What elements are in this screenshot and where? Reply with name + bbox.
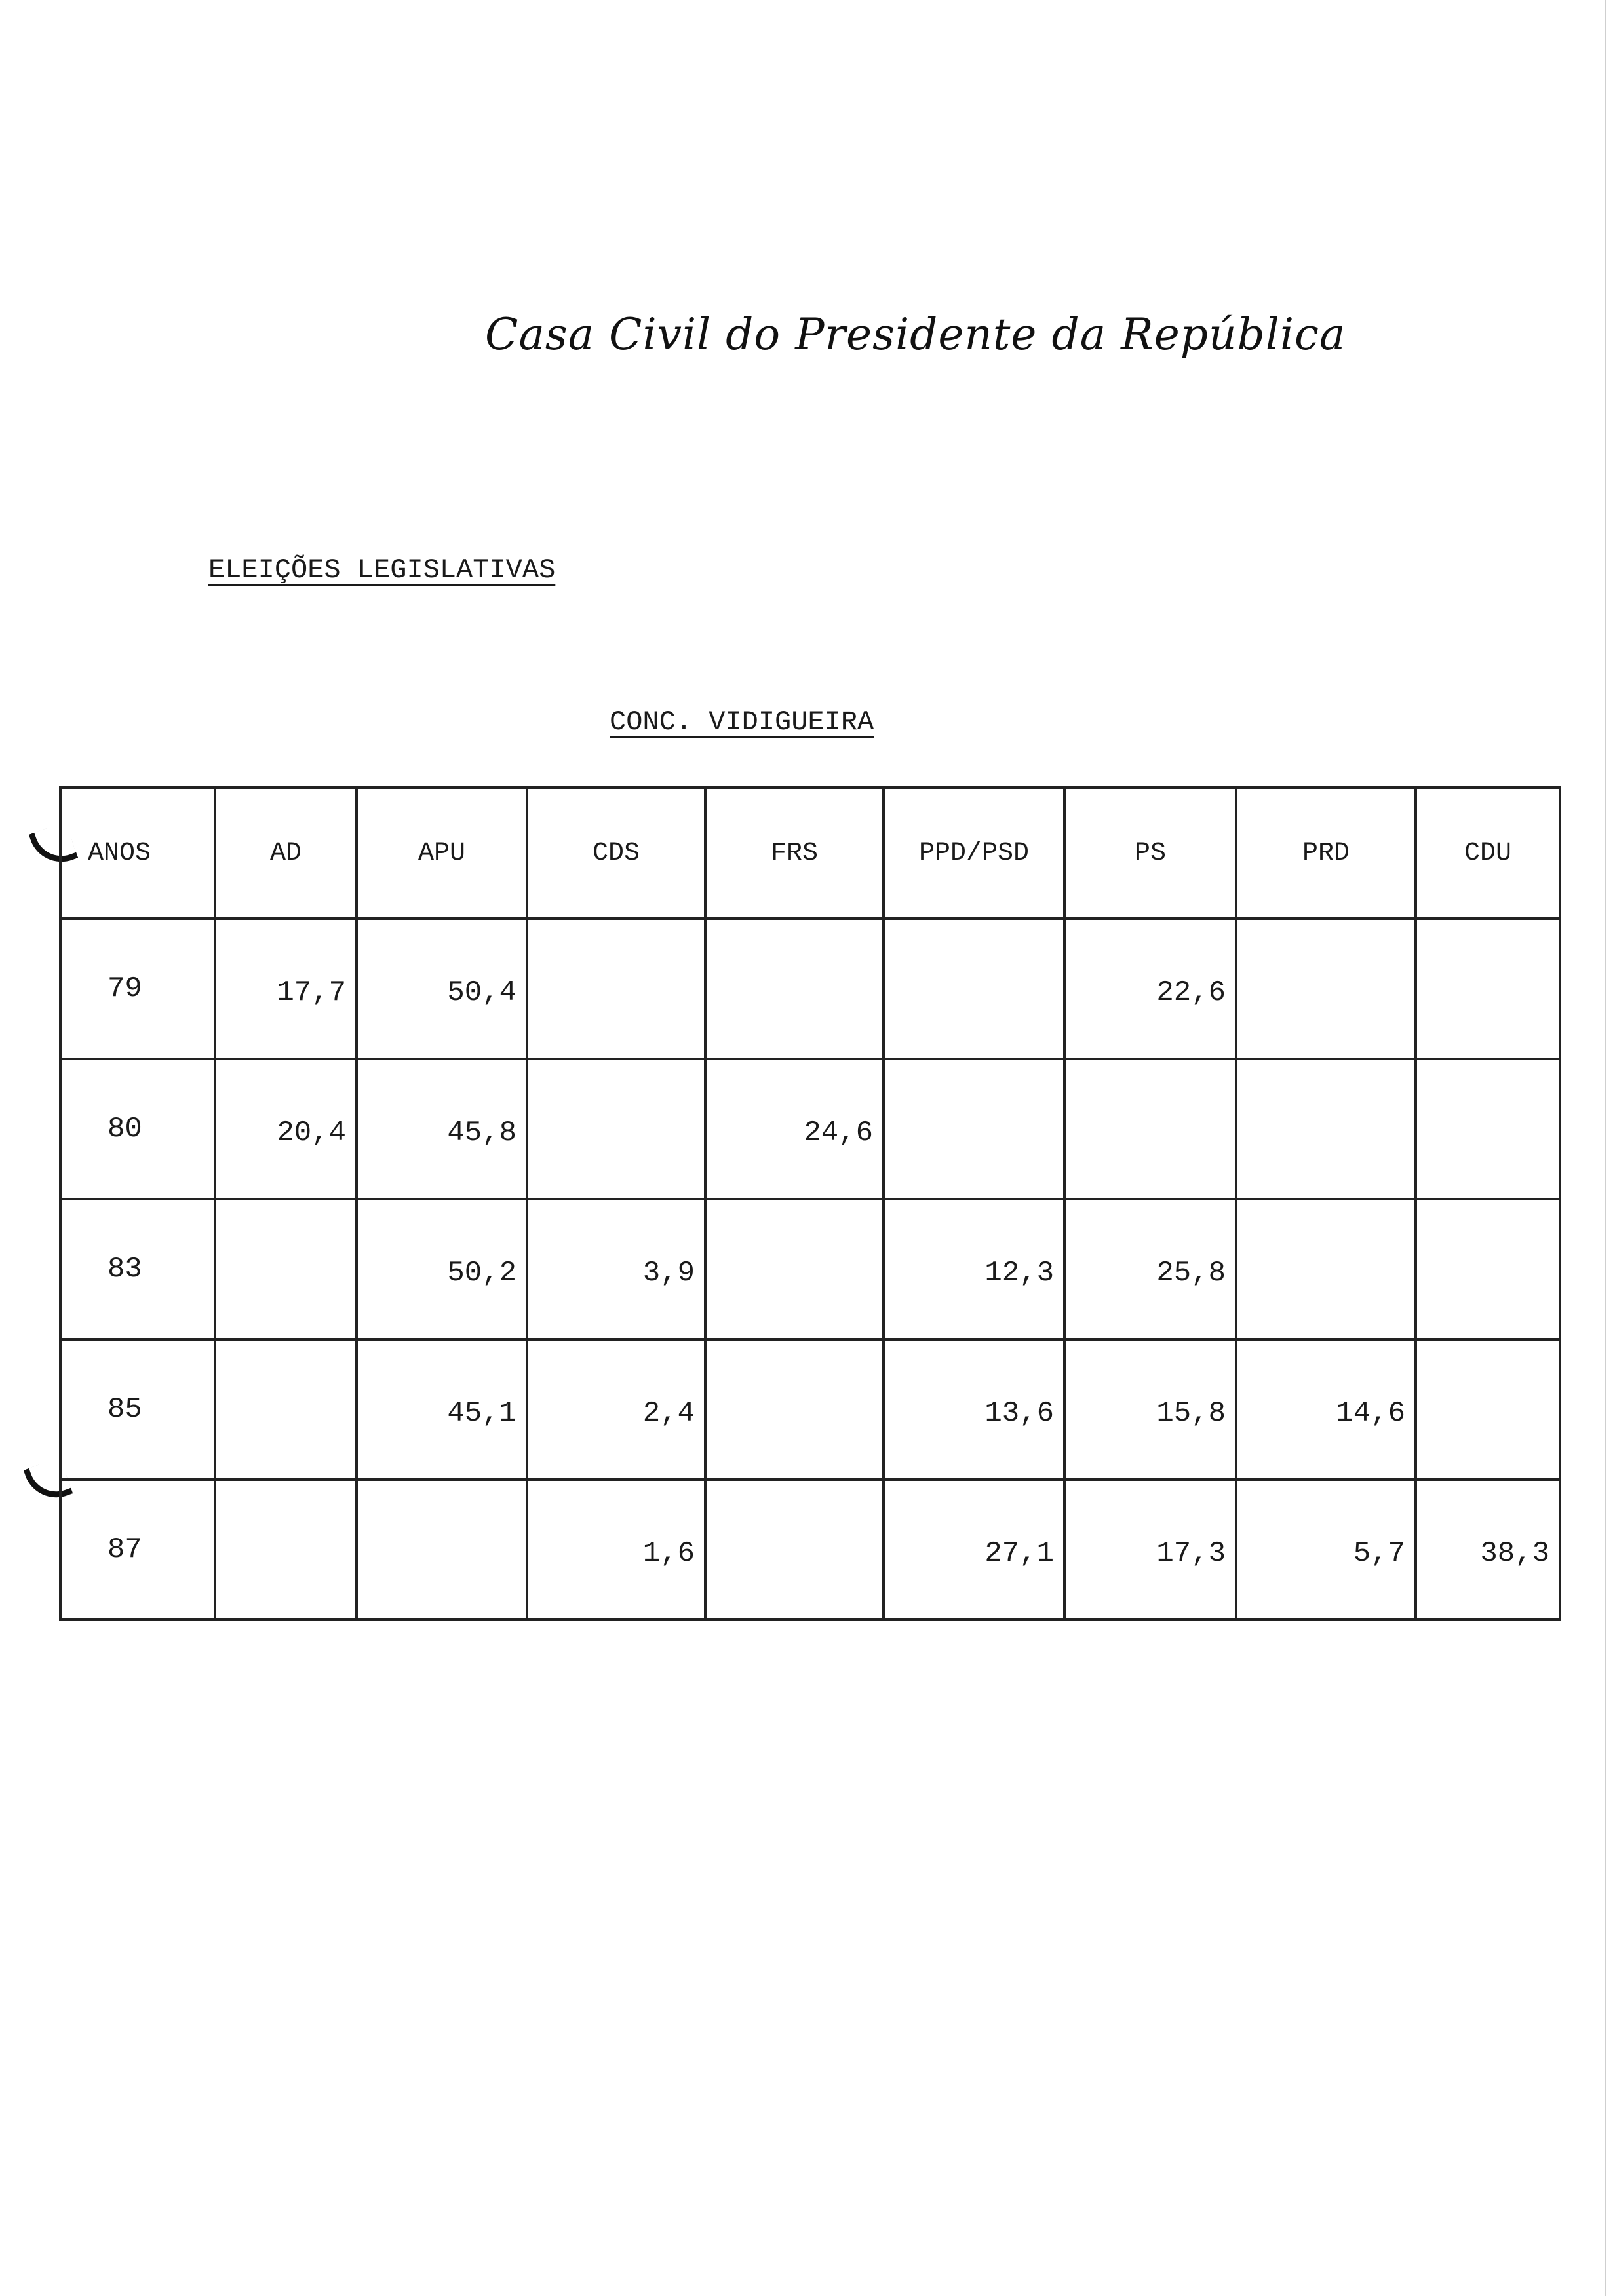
prd-cell bbox=[1236, 1059, 1416, 1199]
apu-cell: 50,2 bbox=[357, 1199, 527, 1339]
table-row bbox=[60, 919, 1560, 1059]
column-header-cds: CDS bbox=[527, 788, 705, 919]
table-header-row bbox=[60, 788, 1560, 919]
prd-cell bbox=[1236, 919, 1416, 1059]
ppd-psd-cell: 13,6 bbox=[884, 1339, 1064, 1480]
ppd-psd-cell: 27,1 bbox=[884, 1480, 1064, 1620]
prd-cell bbox=[1236, 1199, 1416, 1339]
column-header-frs: FRS bbox=[705, 788, 884, 919]
cds-cell bbox=[527, 1059, 705, 1199]
apu-cell: 45,1 bbox=[357, 1339, 527, 1480]
election-results-table bbox=[59, 786, 1561, 1621]
column-header-apu: APU bbox=[357, 788, 527, 919]
document-subtitle: CONC. VIDIGUEIRA bbox=[610, 706, 874, 738]
ad-cell bbox=[215, 1480, 357, 1620]
cdu-cell bbox=[1416, 1339, 1560, 1480]
ppd-psd-cell: 12,3 bbox=[884, 1199, 1064, 1339]
ps-cell: 15,8 bbox=[1064, 1339, 1236, 1480]
year-cell: 80 bbox=[60, 1059, 215, 1199]
frs-cell bbox=[705, 1199, 884, 1339]
apu-cell: 45,8 bbox=[357, 1059, 527, 1199]
table-row bbox=[60, 1199, 1560, 1339]
document-title: ELEIÇÕES LEGISLATIVAS bbox=[208, 554, 556, 586]
year-cell: 85 bbox=[60, 1339, 215, 1480]
column-header-ps: PS bbox=[1064, 788, 1236, 919]
apu-cell bbox=[357, 1480, 527, 1620]
column-header-ad: AD bbox=[215, 788, 357, 919]
cdu-cell: 38,3 bbox=[1416, 1480, 1560, 1620]
ad-cell: 20,4 bbox=[215, 1059, 357, 1199]
cds-cell: 2,4 bbox=[527, 1339, 705, 1480]
cdu-cell bbox=[1416, 1059, 1560, 1199]
column-header-ppd-psd: PPD/PSD bbox=[884, 788, 1064, 919]
prd-cell: 5,7 bbox=[1236, 1480, 1416, 1620]
year-cell: 79 bbox=[60, 919, 215, 1059]
cdu-cell bbox=[1416, 919, 1560, 1059]
table-row bbox=[60, 1480, 1560, 1620]
frs-cell: 24,6 bbox=[705, 1059, 884, 1199]
apu-cell: 50,4 bbox=[357, 919, 527, 1059]
column-header-anos: ANOS bbox=[60, 788, 215, 919]
frs-cell bbox=[705, 1480, 884, 1620]
ppd-psd-cell bbox=[884, 919, 1064, 1059]
table-row bbox=[60, 1059, 1560, 1199]
ps-cell: 17,3 bbox=[1064, 1480, 1236, 1620]
cdu-cell bbox=[1416, 1199, 1560, 1339]
ad-cell bbox=[215, 1339, 357, 1480]
frs-cell bbox=[705, 919, 884, 1059]
ps-cell: 25,8 bbox=[1064, 1199, 1236, 1339]
ad-cell bbox=[215, 1199, 357, 1339]
table-row bbox=[60, 1339, 1560, 1480]
column-header-cdu: CDU bbox=[1416, 788, 1560, 919]
prd-cell: 14,6 bbox=[1236, 1339, 1416, 1480]
ppd-psd-cell bbox=[884, 1059, 1064, 1199]
cds-cell: 1,6 bbox=[527, 1480, 705, 1620]
letterhead: Casa Civil do Presidente da República bbox=[485, 309, 1346, 360]
column-header-prd: PRD bbox=[1236, 788, 1416, 919]
ps-cell bbox=[1064, 1059, 1236, 1199]
page-edge-line bbox=[1605, 0, 1606, 2296]
year-cell: 83 bbox=[60, 1199, 215, 1339]
ps-cell: 22,6 bbox=[1064, 919, 1236, 1059]
year-cell: 87 bbox=[60, 1480, 215, 1620]
cds-cell bbox=[527, 919, 705, 1059]
cds-cell: 3,9 bbox=[527, 1199, 705, 1339]
ad-cell: 17,7 bbox=[215, 919, 357, 1059]
frs-cell bbox=[705, 1339, 884, 1480]
